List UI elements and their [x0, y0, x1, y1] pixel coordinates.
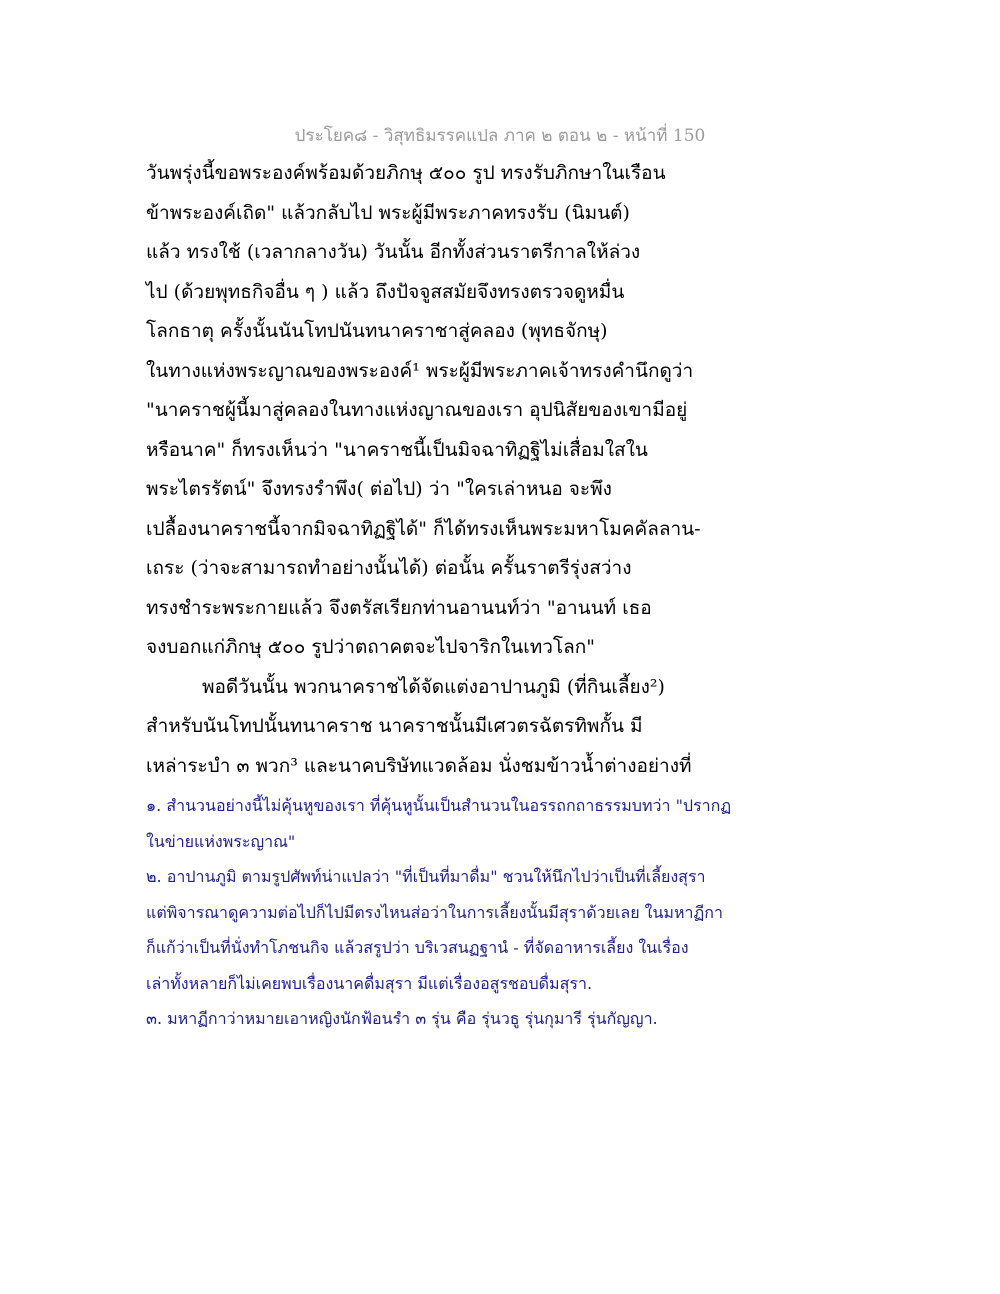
paragraph-start-line: พอดีวันนั้น พวกนาคราชได้จัดแต่งอาปานภูมิ (ที่กินเลี้ยง²): [202, 675, 665, 698]
body-line: ทรงชำระพระกายแล้ว จึงตรัสเรียกท่านอานนท์ว่า "อานนท์ เธอ: [146, 596, 652, 619]
body-line: ในทางแห่งพระญาณของพระองค์¹ พระผู้มีพระภาคเจ้าทรงคำนึกดูว่า: [146, 359, 694, 382]
body-line: ข้าพระองค์เถิด" แล้วกลับไป พระผู้มีพระภาคทรงรับ (นิมนต์): [146, 201, 630, 224]
footnote-line: ก็แก้ว่าเป็นที่นั่งทำโภชนกิจ แล้วสรูปว่า บริเวสนฏฐานํ - ที่จัดอาหารเลี้ยง ในเรื่อง: [146, 938, 689, 957]
body-line: จงบอกแก่ภิกษุ ๕๐๐ รูปว่าตถาคตจะไปจาริกในเทวโลก": [146, 636, 596, 658]
footnote-line: ๑. สำนวนอย่างนี้ไม่คุ้นหูของเรา ที่คุ้นหูนั้นเป็นสำนวนในอรรถกถาธรรมบทว่า "ปรากฏ: [146, 796, 732, 815]
body-line: เปลื้องนาคราชนี้จากมิจฉาทิฏฐิได้" ก็ได้ทรงเห็นพระมหาโมคคัลลาน-: [146, 517, 701, 540]
footnote-line: ๓. มหาฏีกาว่าหมายเอาหญิงนักฟ้อนรำ ๓ รุ่น คือ รุ่นวธู รุ่นกุมารี รุ่นกัญญา.: [146, 1009, 658, 1028]
body-line: วันพรุ่งนี้ขอพระองค์พร้อมด้วยภิกษุ ๕๐๐ รูป ทรงรับภิกษาในเรือน: [146, 162, 666, 184]
body-line: ไป (ด้วยพุทธกิจอื่น ๆ ) แล้ว ถึงปัจจูสสมัยจึงทรงตรวจดูหมื่น: [146, 280, 625, 303]
body-line: เหล่าระบำ ๓ พวก³ และนาคบริษัทแวดล้อม นั่งชมข้าวน้ำต่างอย่างที่: [146, 754, 692, 777]
body-line: แล้ว ทรงใช้ (เวลากลางวัน) วันนั้น อีกทั้งส่วนราตรีกาลให้ล่วง: [146, 241, 641, 263]
footnote-line: ในข่ายแห่งพระญาณ": [146, 831, 296, 851]
body-line: หรือนาค" ก็ทรงเห็นว่า "นาคราชนี้เป็นมิจฉาทิฏฐิไม่เสื่อมใสใน: [146, 438, 648, 461]
footnotes-section: [146, 794, 866, 1043]
footnote-line: ๒. อาปานภูมิ ตามรูปศัพท์น่าแปลว่า "ที่เป็นที่มาดื่ม" ชวนให้นึกไปว่าเป็นที่เลี้ยงสุรา: [146, 867, 706, 886]
body-line: สำหรับนันโทปนั้นทนาคราช นาคราชนั้นมีเศวตรฉัตรทิพกั้น มี: [146, 715, 643, 737]
footnote-line: แต่พิจารณาดูความต่อไปก็ไปมีตรงไหนส่อว่าในการเลี้ยงนั้นมีสุราด้วยเลย ในมหาฏีกา: [146, 902, 723, 922]
footnote-line: เล่าทั้งหลายก็ไม่เคยพบเรื่องนาคดื่มสุรา มีแต่เรื่องอสูรชอบดื่มสุรา.: [146, 973, 593, 993]
page-header: ประโยค๘ - วิสุทธิมรรคแปล ภาค ๒ ตอน ๒ - หน้าที่ 150: [294, 126, 706, 146]
body-line: เถระ (ว่าจะสามารถทำอย่างนั้นได้) ต่อนั้น ครั้นราตรีรุ่งสว่าง: [146, 557, 632, 579]
body-line: พระไตรรัตน์" จึงทรงรำพึง( ต่อไป) ว่า "ใครเล่าหนอ จะพึง: [146, 478, 612, 500]
body-line: โลกธาตุ ครั้งนั้นนันโทปนันทนาคราชาสู่คลอง (พุทธจักษุ): [146, 320, 608, 342]
body-line: "นาคราชผู้นี้มาสู่คลองในทางแห่งญาณของเรา อุปนิสัยของเขามีอยู่: [146, 399, 688, 421]
main-body-text: [146, 160, 866, 792]
